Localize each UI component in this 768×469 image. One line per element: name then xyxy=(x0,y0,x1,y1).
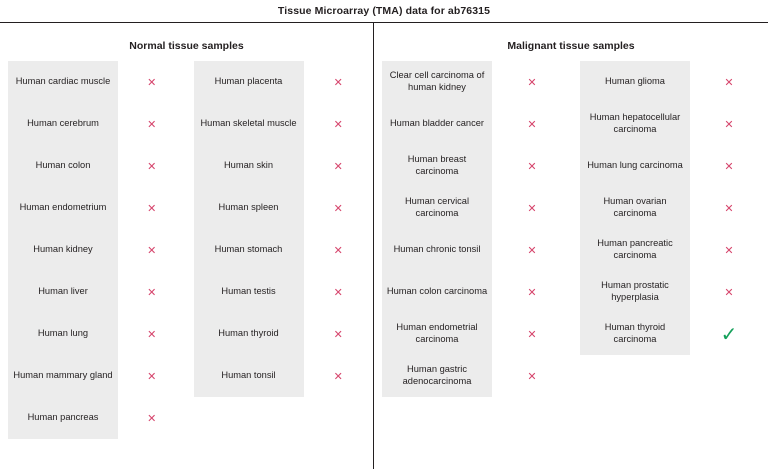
tissue-label: Human colon xyxy=(8,145,118,187)
tissue-label: Human endometrium xyxy=(8,187,118,229)
result-cell xyxy=(304,229,374,271)
table-row xyxy=(572,229,768,271)
result-cell xyxy=(492,229,572,271)
negative-mark-icon: ✕ xyxy=(527,117,537,131)
result-cell xyxy=(118,355,186,397)
tissue-label: Human spleen xyxy=(194,187,304,229)
result-cell xyxy=(690,61,768,103)
tissue-label: Clear cell carcinoma of human kidney xyxy=(382,61,492,103)
result-cell xyxy=(304,355,374,397)
result-cell xyxy=(118,61,186,103)
tissue-label: Human testis xyxy=(194,271,304,313)
tissue-label: Human lung xyxy=(8,313,118,355)
table-row xyxy=(186,145,374,187)
tissue-label: Human cervical carcinoma xyxy=(382,187,492,229)
result-cell xyxy=(492,355,572,397)
result-cell xyxy=(492,145,572,187)
table-row xyxy=(0,271,186,313)
tissue-label: Human gastric adenocarcinoma xyxy=(382,355,492,397)
result-cell xyxy=(690,187,768,229)
table-row xyxy=(374,187,572,229)
negative-mark-icon: ✕ xyxy=(147,285,157,299)
table-row xyxy=(186,61,374,103)
tissue-label: Human tonsil xyxy=(194,355,304,397)
normal-tissue-panel xyxy=(0,23,374,469)
table-row xyxy=(572,271,768,313)
result-cell xyxy=(118,313,186,355)
table-row xyxy=(374,103,572,145)
tissue-label: Human prostatic hyperplasia xyxy=(580,271,690,313)
negative-mark-icon: ✕ xyxy=(724,159,734,173)
table-row xyxy=(0,103,186,145)
table-row xyxy=(186,229,374,271)
result-cell xyxy=(118,103,186,145)
tissue-label: Human cerebrum xyxy=(8,103,118,145)
result-cell xyxy=(304,61,374,103)
negative-mark-icon: ✕ xyxy=(147,201,157,215)
table-row xyxy=(0,229,186,271)
result-cell xyxy=(492,61,572,103)
negative-mark-icon: ✕ xyxy=(333,285,343,299)
result-cell xyxy=(304,145,374,187)
negative-mark-icon: ✕ xyxy=(147,243,157,257)
tissue-label: Human bladder cancer xyxy=(382,103,492,145)
tissue-label: Human mammary gland xyxy=(8,355,118,397)
negative-mark-icon: ✕ xyxy=(724,285,734,299)
negative-mark-icon: ✕ xyxy=(147,75,157,89)
table-row xyxy=(374,271,572,313)
result-cell xyxy=(690,313,768,355)
table-row xyxy=(374,355,572,397)
table-row xyxy=(374,145,572,187)
table-row xyxy=(0,397,186,439)
tissue-label: Human cardiac muscle xyxy=(8,61,118,103)
result-cell xyxy=(118,397,186,439)
table-row xyxy=(374,313,572,355)
tissue-label: Human lung carcinoma xyxy=(580,145,690,187)
table-row xyxy=(186,103,374,145)
result-cell xyxy=(118,229,186,271)
table-row xyxy=(572,145,768,187)
negative-mark-icon: ✕ xyxy=(147,117,157,131)
tissue-label: Human chronic tonsil xyxy=(382,229,492,271)
positive-mark-icon: ✓ xyxy=(720,322,738,346)
result-cell xyxy=(690,271,768,313)
negative-mark-icon: ✕ xyxy=(333,327,343,341)
malignant-tissue-columns xyxy=(374,59,768,397)
table-row xyxy=(572,103,768,145)
table-row xyxy=(0,145,186,187)
tissue-label: Human colon carcinoma xyxy=(382,271,492,313)
tissue-label: Human skeletal muscle xyxy=(194,103,304,145)
malignant-tissue-heading: Malignant tissue samples xyxy=(507,40,635,52)
negative-mark-icon: ✕ xyxy=(147,327,157,341)
table-row xyxy=(186,187,374,229)
negative-mark-icon: ✕ xyxy=(147,369,157,383)
tissue-label: Human liver xyxy=(8,271,118,313)
page-title: Tissue Microarray (TMA) data for ab76315 xyxy=(277,5,491,17)
result-cell xyxy=(492,271,572,313)
result-cell xyxy=(492,187,572,229)
tissue-label: Human stomach xyxy=(194,229,304,271)
negative-mark-icon: ✕ xyxy=(333,243,343,257)
negative-mark-icon: ✕ xyxy=(724,75,734,89)
result-cell xyxy=(304,187,374,229)
malignant-tissue-panel xyxy=(374,23,768,469)
normal-tissue-column-2 xyxy=(186,61,374,439)
tissue-label: Human endometrial carcinoma xyxy=(382,313,492,355)
result-cell xyxy=(304,271,374,313)
negative-mark-icon: ✕ xyxy=(333,369,343,383)
table-row xyxy=(186,271,374,313)
tma-content xyxy=(0,23,768,469)
table-row xyxy=(374,61,572,103)
tissue-label: Human thyroid carcinoma xyxy=(580,313,690,355)
table-row xyxy=(186,313,374,355)
negative-mark-icon: ✕ xyxy=(724,117,734,131)
result-cell xyxy=(118,187,186,229)
tissue-label: Human kidney xyxy=(8,229,118,271)
negative-mark-icon: ✕ xyxy=(333,117,343,131)
result-cell xyxy=(690,229,768,271)
normal-tissue-column-1 xyxy=(0,61,186,439)
tissue-label: Human breast carcinoma xyxy=(382,145,492,187)
negative-mark-icon: ✕ xyxy=(527,285,537,299)
table-row xyxy=(186,355,374,397)
negative-mark-icon: ✕ xyxy=(527,201,537,215)
table-row xyxy=(0,355,186,397)
negative-mark-icon: ✕ xyxy=(724,243,734,257)
malignant-tissue-column-1 xyxy=(374,61,572,397)
table-row xyxy=(374,229,572,271)
result-cell xyxy=(492,313,572,355)
negative-mark-icon: ✕ xyxy=(333,159,343,173)
tissue-label: Human ovarian carcinoma xyxy=(580,187,690,229)
tissue-label: Human hepatocellular carcinoma xyxy=(580,103,690,145)
tissue-label: Human placenta xyxy=(194,61,304,103)
negative-mark-icon: ✕ xyxy=(527,243,537,257)
negative-mark-icon: ✕ xyxy=(147,411,157,425)
negative-mark-icon: ✕ xyxy=(147,159,157,173)
result-cell xyxy=(118,271,186,313)
malignant-tissue-column-2 xyxy=(572,61,768,397)
result-cell xyxy=(690,103,768,145)
negative-mark-icon: ✕ xyxy=(724,201,734,215)
negative-mark-icon: ✕ xyxy=(527,75,537,89)
table-row xyxy=(0,313,186,355)
negative-mark-icon: ✕ xyxy=(527,327,537,341)
tissue-label: Human pancreas xyxy=(8,397,118,439)
table-row xyxy=(572,313,768,355)
normal-tissue-columns xyxy=(0,59,373,439)
tissue-label: Human pancreatic carcinoma xyxy=(580,229,690,271)
table-row xyxy=(572,187,768,229)
result-cell xyxy=(304,103,374,145)
table-row xyxy=(0,61,186,103)
result-cell xyxy=(118,145,186,187)
negative-mark-icon: ✕ xyxy=(527,369,537,383)
page-title-bar xyxy=(0,0,768,23)
result-cell xyxy=(492,103,572,145)
negative-mark-icon: ✕ xyxy=(527,159,537,173)
table-row xyxy=(572,61,768,103)
result-cell xyxy=(690,145,768,187)
tissue-label: Human skin xyxy=(194,145,304,187)
negative-mark-icon: ✕ xyxy=(333,75,343,89)
table-row xyxy=(0,187,186,229)
normal-tissue-heading: Normal tissue samples xyxy=(129,40,244,52)
tissue-label: Human thyroid xyxy=(194,313,304,355)
negative-mark-icon: ✕ xyxy=(333,201,343,215)
result-cell xyxy=(304,313,374,355)
tissue-label: Human glioma xyxy=(580,61,690,103)
